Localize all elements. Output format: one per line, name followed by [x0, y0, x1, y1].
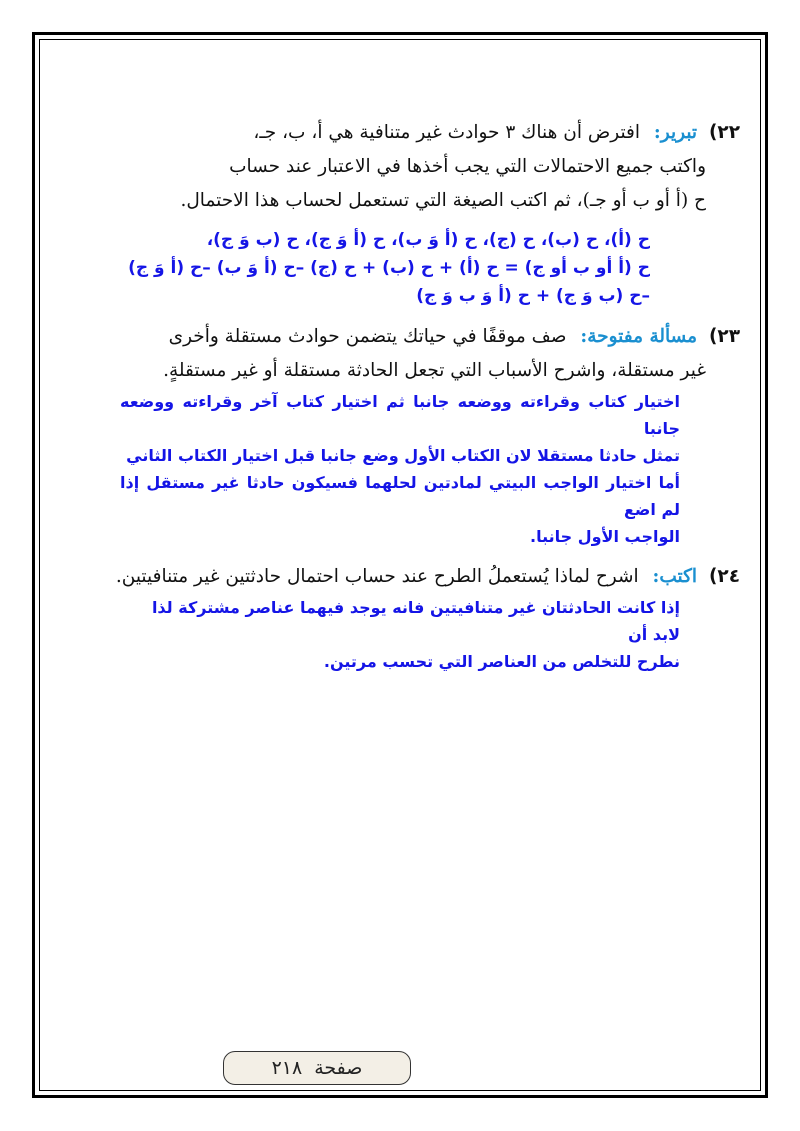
answer-line: ح (أ)، ح (ب)، ح (ج)، ح (أ وَ ب)، ح (أ وَ ج)، ح (ب وَ ج)،: [206, 230, 650, 250]
answer-line: أما اختيار الواجب البيتي لمادتين لحلهما فسيكون حادثا غير مستقل إذا لم اضع: [120, 473, 680, 519]
question-number: ٢٤): [708, 566, 740, 587]
answer-line: تمثل حادثا مستقلا لان الكتاب الأول وضع جانبا قبل اختيار الكتاب الثاني: [126, 446, 680, 465]
question-number: ٢٢): [708, 122, 740, 143]
question-23-line-2: غير مستقلة، واشرح الأسباب التي تجعل الحادثة مستقلة أو غير مستقلةٍ.: [163, 360, 706, 381]
question-label: اكتب:: [652, 566, 698, 587]
answer-line: ح (أ أو ب أو ج) = ح (أ) + ح (ب) + ح (ج) –ح (أ وَ ب) –ح (أ وَ ج): [128, 258, 650, 278]
page-number: ٢١٨: [271, 1057, 303, 1079]
answer-line: اختيار كتاب وقراءته ووضعه جانبا ثم اختيار كتاب آخر وقراءته ووضعه جانبا: [120, 392, 680, 438]
question-text: صف موقفًا في حياتك يتضمن حوادث مستقلة وأخرى: [168, 326, 567, 347]
question-text: افترض أن هناك ٣ حوادث غير متنافية هي أ، ب، جـ،: [253, 122, 641, 143]
page-word: صفحة: [314, 1057, 363, 1079]
question-label: مسألة مفتوحة:: [580, 326, 698, 347]
question-number: ٢٣): [708, 326, 740, 347]
question-24-line-1: [60, 560, 740, 594]
question-22-line-3: ح (أ أو ب أو جـ)، ثم اكتب الصيغة التي تستعمل لحساب هذا الاحتمال.: [180, 190, 706, 211]
question-23: [60, 320, 740, 388]
question-text: اشرح لماذا يُستعملُ الطرح عند حساب احتمال حادثتين غير متنافيتين.: [115, 566, 639, 587]
question-22: [60, 116, 740, 218]
page-content: [60, 116, 740, 675]
question-22-line-2: واكتب جميع الاحتمالات التي يجب أخذها في الاعتبار عند حساب: [229, 156, 706, 177]
answer-line: إذا كانت الحادثتان غير متنافيتين فانه يوجد فيهما عناصر مشتركة لذا لابد أن: [151, 598, 680, 644]
question-23-line-1: [60, 320, 740, 354]
page-number-box: [223, 1051, 411, 1085]
answer-line: نطرح للتخلص من العناصر التي تحسب مرتين.: [323, 652, 680, 671]
question-label: تبرير:: [653, 122, 698, 143]
answer-line: –ح (ب وَ ج) + ح (أ وَ ب وَ ج): [416, 286, 650, 306]
answer-line: الواجب الأول جانبا.: [529, 527, 680, 546]
answer-23: [60, 388, 740, 550]
answer-24: [60, 594, 740, 675]
answer-22: [60, 226, 740, 310]
question-22-line-1: [60, 116, 740, 150]
question-24: [60, 560, 740, 594]
